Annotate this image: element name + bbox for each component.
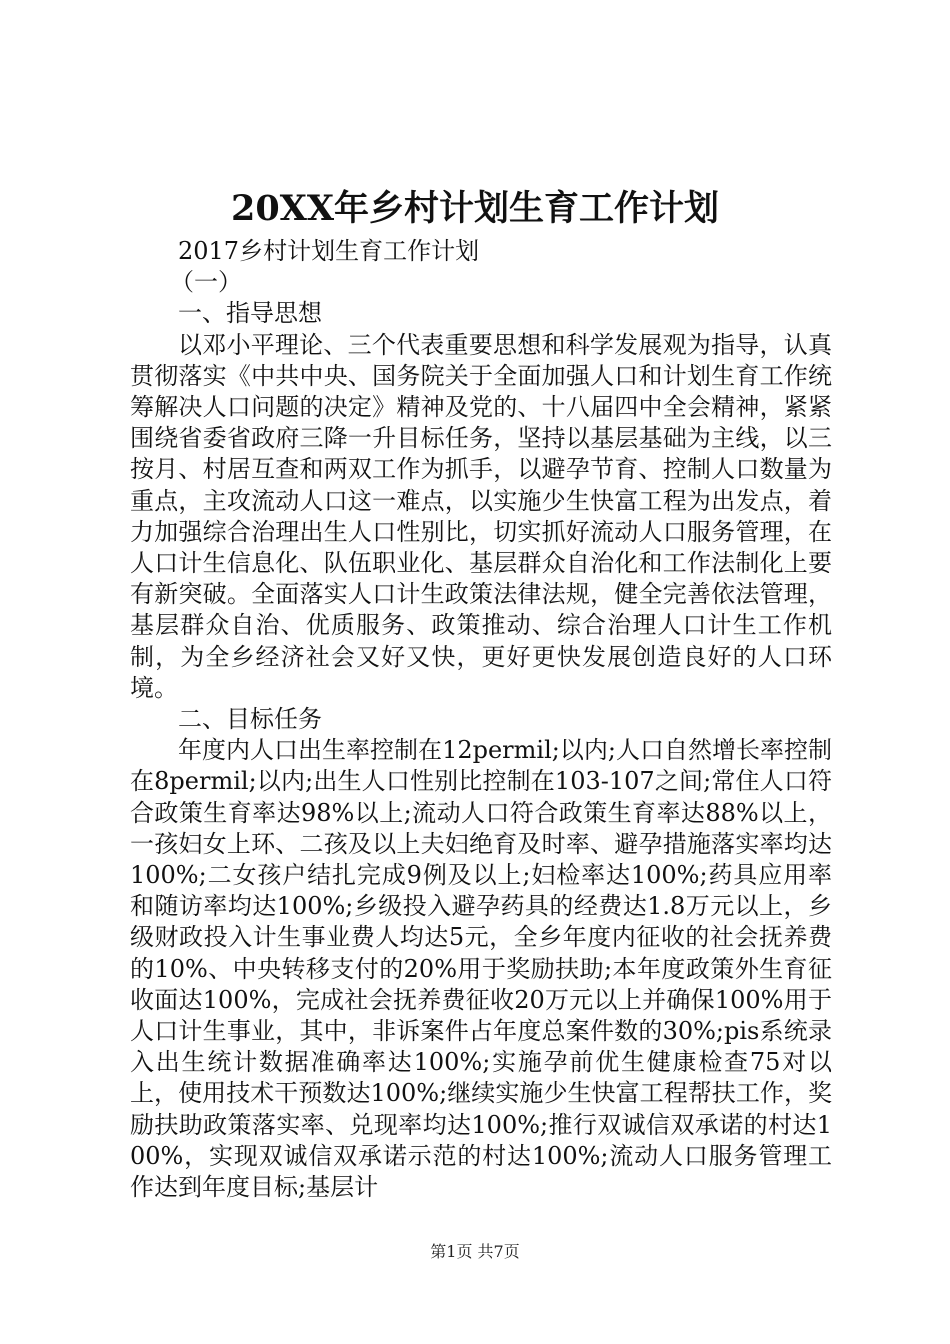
body-paragraph-guiding-ideology: 以邓小平理论、三个代表重要思想和科学发展观为指导，认真贯彻落实《中共中央、国务院关于全面加强人口和计划生育工作统筹解决人口问题的决定》精神及党的、十八届四中全会精神，紧紧围绕省委省政府三降一升目标任务，坚持以基层基础为主线，以三按月、村居互查和两双工作为抓手，以避孕节育、控制人口数量为重点，主攻流动人口这一难点，以实施少生快富工程为出发点，着力加强综合治理出生人口性别比，切实抓好流动人口服务管理，在人口计生信息化、队伍职业化、基层群众自治化和工作法制化上要有新突破。全面落实人口计生政策法律法规，健全完善依法管理，基层群众自治、优质服务、政策推动、综合治理人口计生工作机制，为全乡经济社会又好又快，更好更快发展创造良好的人口环境。 [130,330,832,702]
subtitle-paragraph: 2017乡村计划生育工作计划 [178,237,480,265]
document-body [130,236,832,1203]
body-paragraph-targets: 年度内人口出生率控制在12permil;以内;人口自然增长率控制在8permil;以内;出生人口性别比控制在103-107之间;常住人口符合政策生育率达98%以上;流动人口符合政策生育率达88%以上，一孩妇女上环、二孩及以上夫妇绝育及时率、避孕措施落实率均达100%;二女孩户结扎完成9例及以上;妇检率达100%;药具应用率和随访率均达100%;乡级投入避孕药具的经费达1.8万元以上，乡级财政投入计生事业费人均达5元，全乡年度内征收的社会抚养费的10%、中央转移支付的20%用于奖励扶助;本年度政策外生育征收面达100%，完成社会抚养费征收20万元以上并确保100%用于人口计生事业，其中，非诉案件占年度总案件数的30%;pis系统录入出生统计数据准确率达100%;实施孕前优生健康检查75对以上，使用技术干预数达100%;继续实施少生快富工程帮扶工作，奖励扶助政策落实率、兑现率均达100%;推行双诚信双承诺的村达100%，实现双诚信双承诺示范的村达100%;流动人口服务管理工作达到年度目标;基层计 [130,736,832,1202]
section-number: （一） [170,268,242,297]
section-heading-guiding-ideology: 一、指导思想 [178,299,322,328]
document-title: 20XX年乡村计划生育工作计划 [230,188,720,229]
page-footer: 第1页 共7页 [430,1242,520,1261]
section-heading-targets: 二、目标任务 [178,705,322,734]
